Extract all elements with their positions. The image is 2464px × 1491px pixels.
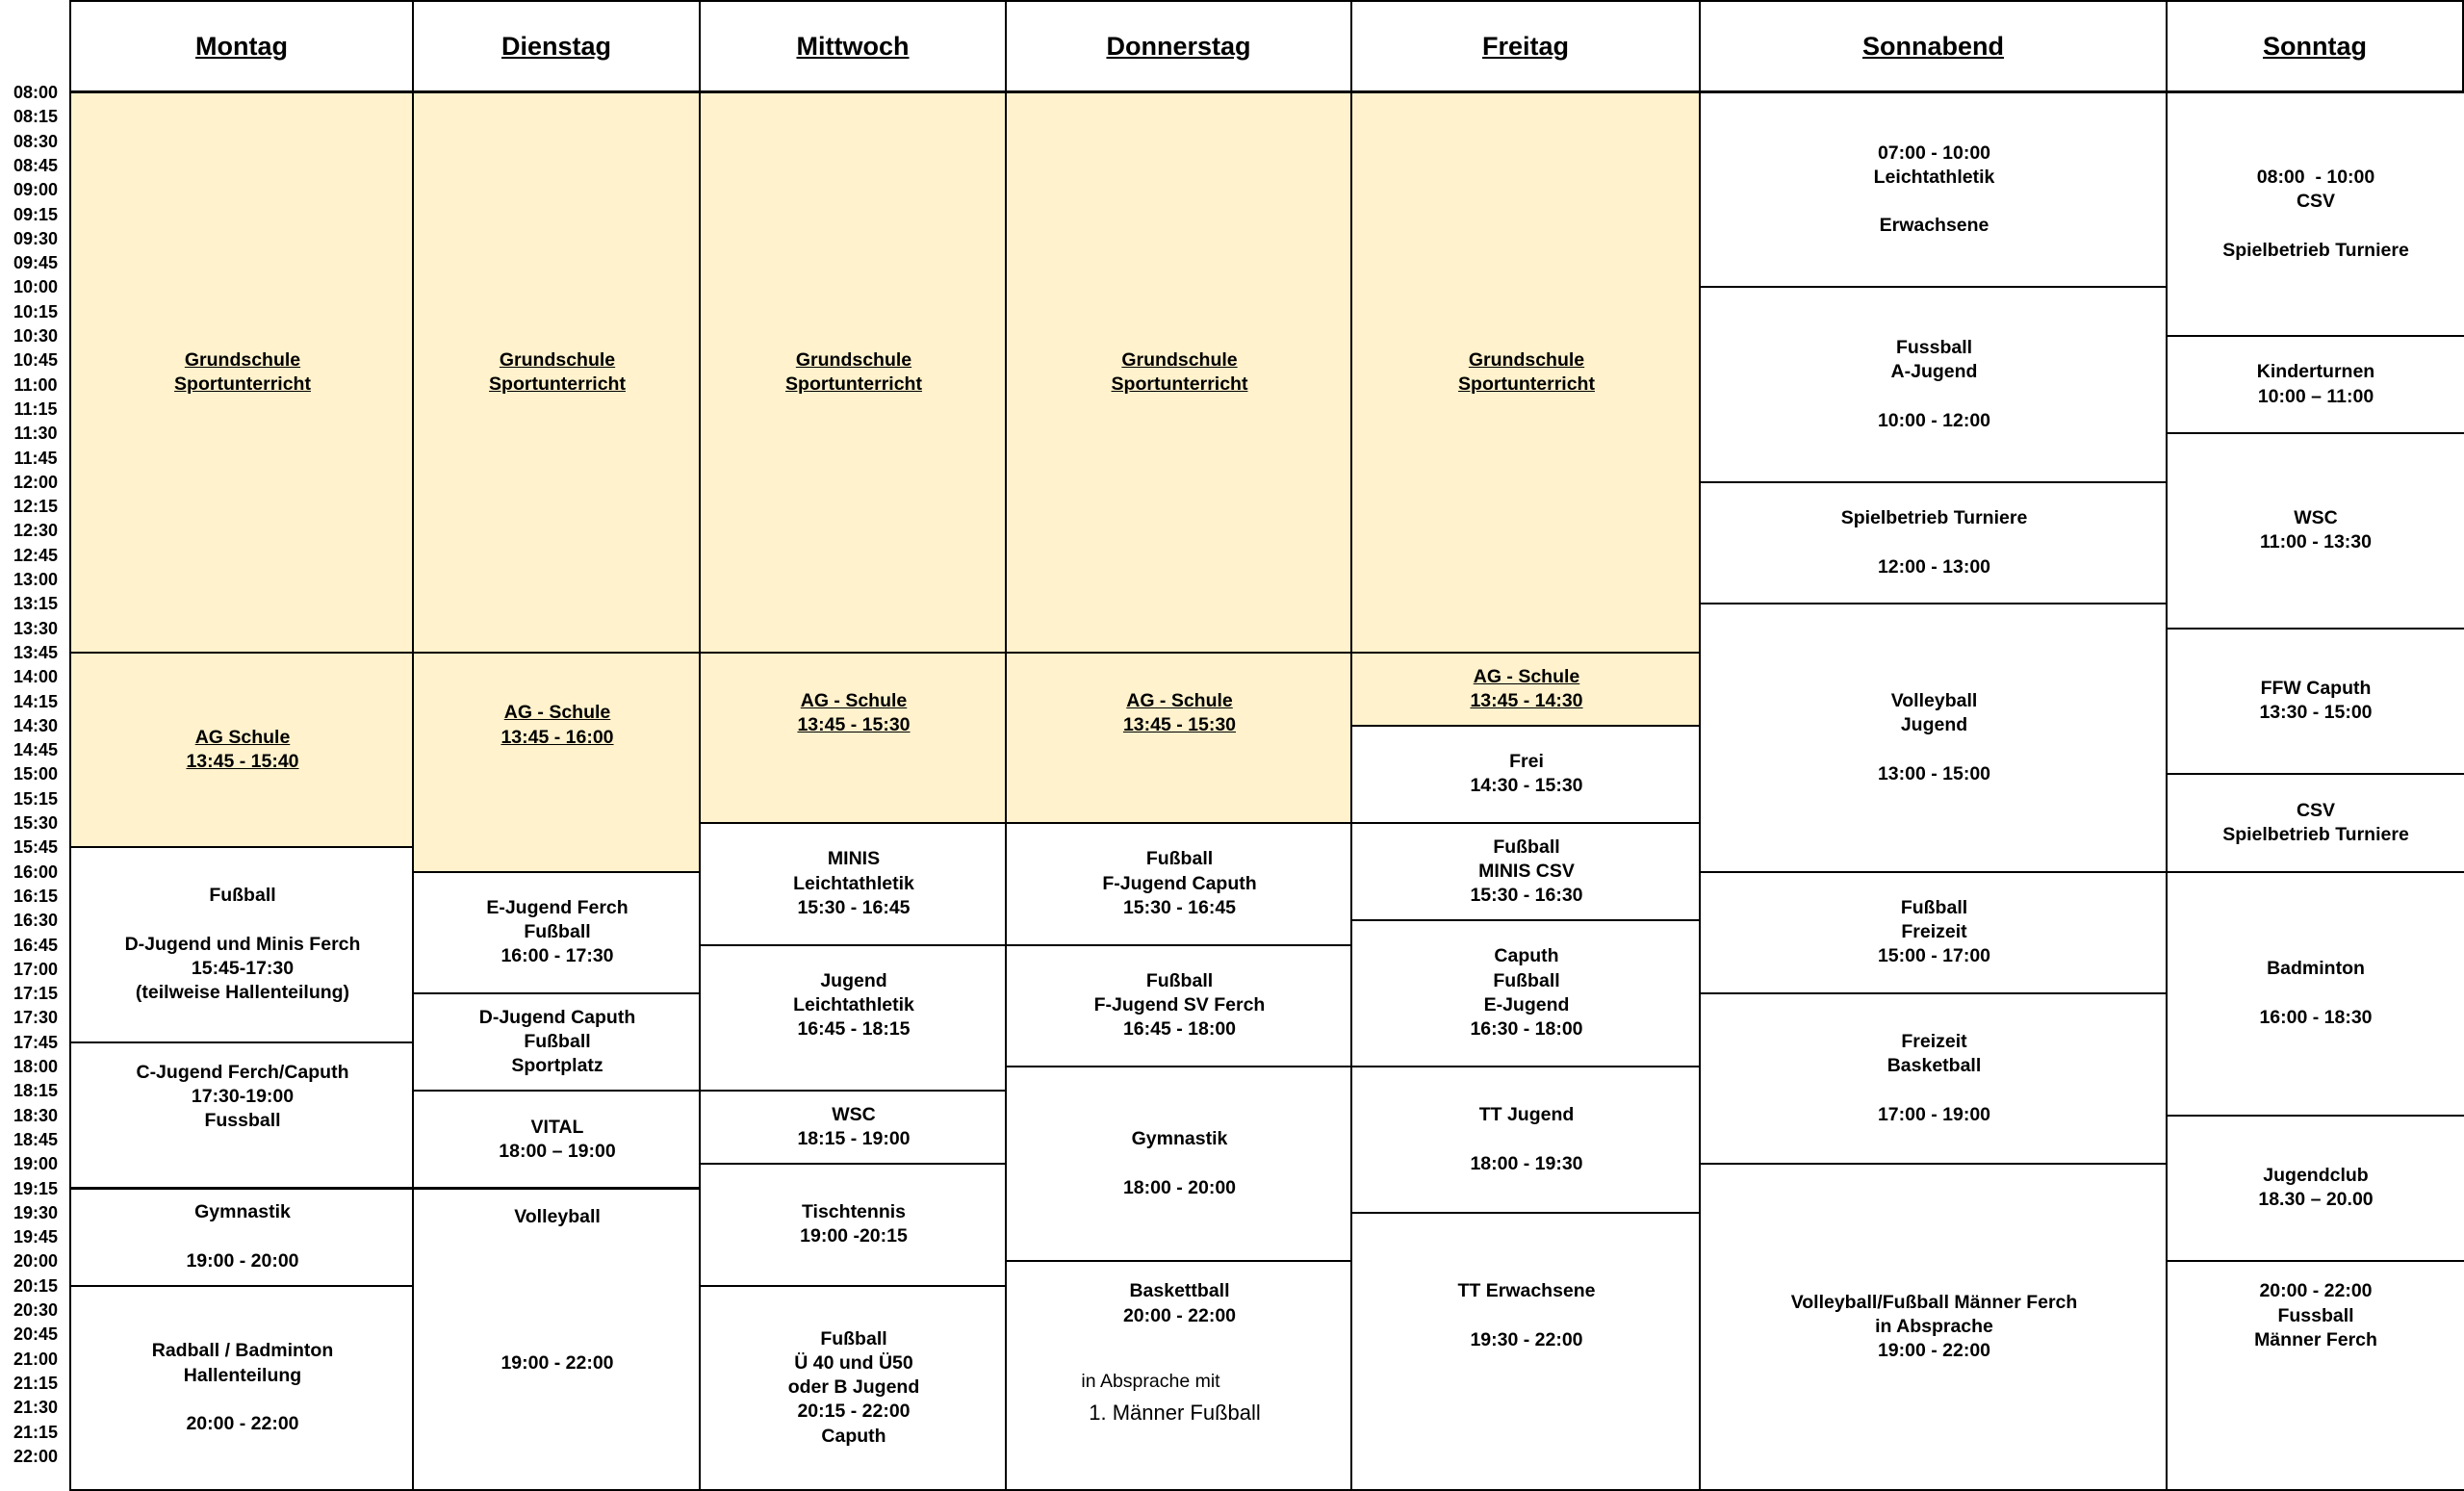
cell-text-line: Badminton: [2267, 957, 2365, 981]
cell-text-line: AG - Schule: [1474, 665, 1580, 689]
time-label: 21:00: [0, 1350, 71, 1369]
cell-text-line: F-Jugend Caputh: [1102, 872, 1256, 896]
schedule-cell: [412, 652, 703, 873]
cell-text-line: Gymnastik: [194, 1200, 291, 1224]
schedule-cell: [412, 91, 703, 654]
cell-text-line: Spielbetrieb Turniere: [2222, 823, 2409, 847]
cell-text-line: AG Schule: [195, 726, 291, 750]
cell-text-line: Frei: [1509, 750, 1544, 774]
schedule-cell: [412, 1090, 703, 1189]
time-label: 18:45: [0, 1130, 71, 1149]
cell-note: [1007, 1370, 1352, 1425]
cell-text-line: 16:00 - 18:30: [2259, 1006, 2372, 1030]
day-header-sonnabend: Sonnabend: [1699, 0, 2168, 92]
schedule-cell: [2166, 871, 2464, 1117]
time-label: 13:15: [0, 594, 71, 613]
cell-text-line: Jugend: [1901, 713, 1967, 737]
time-label: 16:45: [0, 936, 71, 955]
time-label: 22:00: [0, 1447, 71, 1466]
cell-text-line: 17:30-19:00: [192, 1085, 294, 1109]
cell-text-line: FFW Caputh: [2261, 677, 2372, 701]
cell-text-line: C-Jugend Ferch/Caputh: [136, 1061, 348, 1085]
cell-text-line: 13:45 - 15:30: [1123, 713, 1236, 737]
cell-text-line: 13:45 - 15:40: [186, 750, 298, 774]
cell-text-line: Erwachsene: [1880, 214, 1989, 238]
cell-text-line: Volleyball: [1891, 689, 1978, 713]
cell-text-line: Caputh: [821, 1425, 886, 1449]
schedule-cell: [69, 1285, 416, 1491]
cell-text-line: Sportunterricht: [174, 373, 311, 397]
time-label: 11:45: [0, 449, 71, 468]
time-label: 09:45: [0, 253, 71, 272]
cell-text-line: MINIS CSV: [1478, 860, 1575, 884]
time-label: 19:45: [0, 1227, 71, 1247]
cell-text-line: 13:45 - 16:00: [500, 726, 613, 750]
schedule-cell: [699, 1163, 1009, 1287]
cell-text-line: 19:00 - 22:00: [500, 1351, 613, 1375]
day-header-mittwoch: Mittwoch: [699, 0, 1007, 92]
cell-text-line: Fussball: [204, 1109, 280, 1133]
cell-text-line: Gymnastik: [1132, 1127, 1228, 1151]
time-label: 10:15: [0, 302, 71, 321]
time-label: 13:30: [0, 619, 71, 638]
note-line: in Absprache mit: [949, 1370, 1352, 1394]
schedule-cell: [1350, 822, 1703, 921]
cell-text-line: Fußball: [820, 1327, 886, 1351]
time-label: 12:15: [0, 497, 71, 516]
cell-text-line: Fußball: [1146, 847, 1213, 871]
time-label: 12:00: [0, 473, 71, 492]
cell-text-line: 10:00 – 11:00: [2258, 385, 2374, 409]
cell-text-line: 16:45 - 18:00: [1123, 1017, 1236, 1041]
cell-text-line: in Absprache: [1875, 1315, 1993, 1339]
cell-text-line: 17:00 - 19:00: [1878, 1103, 1990, 1127]
time-label: 20:45: [0, 1324, 71, 1344]
cell-text-line: 14:30 - 15:30: [1470, 774, 1582, 798]
cell-text-line: Sportplatz: [511, 1054, 603, 1078]
time-label: 21:30: [0, 1398, 71, 1417]
time-label: 16:15: [0, 887, 71, 906]
schedule-cell: [1005, 91, 1354, 654]
schedule-cell: [1005, 652, 1354, 824]
cell-text-line: TT Jugend: [1479, 1103, 1575, 1127]
cell-text-line: Baskettball: [1129, 1279, 1229, 1303]
time-label: 10:30: [0, 326, 71, 346]
cell-text-line: Grundschule: [1121, 348, 1237, 373]
cell-text-line: E-Jugend: [1484, 993, 1570, 1017]
cell-text-line: Spielbetrieb Turniere: [2222, 239, 2409, 263]
time-label: 16:30: [0, 911, 71, 930]
time-label: 18:15: [0, 1081, 71, 1100]
schedule-cell: [1699, 1163, 2169, 1491]
schedule-cell: [2166, 628, 2464, 776]
schedule-cell: [699, 91, 1009, 654]
cell-text-line: WSC: [2294, 506, 2338, 530]
cell-text-line: Basketball: [1887, 1054, 1982, 1078]
time-label: 11:30: [0, 424, 71, 443]
time-label: 16:00: [0, 862, 71, 882]
cell-text-line: (teilweise Hallenteilung): [136, 981, 349, 1005]
cell-text-line: 15:00 - 17:00: [1878, 944, 1990, 968]
cell-text-line: Fußball: [1146, 969, 1213, 993]
cell-text-line: Fußball: [209, 884, 275, 908]
cell-text-line: Ü 40 und Ü50: [794, 1351, 913, 1375]
cell-text-line: 13:30 - 15:00: [2259, 701, 2372, 725]
day-header-montag: Montag: [69, 0, 414, 92]
time-label: 21:15: [0, 1423, 71, 1442]
day-header-donnerstag: Donnerstag: [1005, 0, 1352, 92]
schedule-cell: [1699, 871, 2169, 995]
cell-text-line: Sportunterricht: [785, 373, 922, 397]
schedule-cell: [2166, 1260, 2464, 1491]
cell-text-line: Männer Ferch: [2254, 1328, 2377, 1352]
cell-text-line: WSC: [832, 1103, 876, 1127]
time-label: 19:30: [0, 1203, 71, 1222]
cell-text-line: Fußball: [524, 920, 590, 944]
time-label: 08:15: [0, 107, 71, 126]
schedule-cell: [412, 992, 703, 1092]
time-label: 08:30: [0, 132, 71, 151]
cell-text-line: Jugendclub: [2263, 1164, 2368, 1188]
schedule-cell: [1350, 1066, 1703, 1214]
cell-text-line: Volleyball: [514, 1205, 601, 1229]
cell-text-line: Grundschule: [185, 348, 300, 373]
cell-text-line: Leichtathletik: [793, 872, 914, 896]
cell-text-line: 20:00 - 22:00: [2259, 1279, 2372, 1303]
cell-text-line: Sportunterricht: [1112, 373, 1248, 397]
cell-text-line: 18:15 - 19:00: [797, 1127, 910, 1151]
cell-text-line: 19:00 - 20:00: [186, 1249, 298, 1273]
cell-text-line: F-Jugend SV Ferch: [1094, 993, 1266, 1017]
schedule-cell: [699, 1090, 1009, 1165]
cell-text-line: 12:00 - 13:00: [1878, 555, 1990, 579]
time-label: 12:30: [0, 521, 71, 540]
cell-text-line: 07:00 - 10:00: [1878, 141, 1990, 166]
cell-text-line: 13:45 - 15:30: [797, 713, 910, 737]
time-label: 09:00: [0, 180, 71, 199]
cell-text-line: Grundschule: [1469, 348, 1584, 373]
schedule-cell: [1699, 481, 2169, 605]
cell-text-line: 18:00 - 20:00: [1123, 1176, 1236, 1200]
time-label: 13:45: [0, 643, 71, 662]
cell-text-line: 15:30 - 16:30: [1470, 884, 1582, 908]
cell-text-line: CSV: [2297, 190, 2335, 214]
cell-text-line: 20:00 - 22:00: [1123, 1304, 1236, 1328]
time-label: 19:15: [0, 1179, 71, 1198]
time-label: 15:45: [0, 837, 71, 857]
schedule-cell: [69, 91, 416, 654]
schedule-cell: [1699, 286, 2169, 482]
cell-text-line: Fussball: [1896, 336, 1972, 360]
cell-text-line: Grundschule: [796, 348, 911, 373]
cell-text-line: Sportunterricht: [489, 373, 626, 397]
cell-text-line: 15:45-17:30: [192, 957, 294, 981]
time-label: 15:30: [0, 813, 71, 833]
day-header-dienstag: Dienstag: [412, 0, 701, 92]
time-label: 08:00: [0, 83, 71, 102]
cell-text-line: 19:30 - 22:00: [1470, 1328, 1582, 1352]
time-label: 14:30: [0, 716, 71, 735]
schedule-cell: [69, 846, 416, 1042]
cell-text-line: Grundschule: [500, 348, 615, 373]
schedule-cell: [1005, 944, 1354, 1068]
time-label: 20:15: [0, 1276, 71, 1296]
schedule-cell: [2166, 335, 2464, 434]
schedule-cell: [1699, 603, 2169, 872]
time-label: 17:30: [0, 1008, 71, 1027]
cell-text-line: Fußball: [1493, 835, 1559, 860]
schedule-cell: [1350, 652, 1703, 727]
cell-text-line: 16:45 - 18:15: [797, 1017, 910, 1041]
schedule-cell: [2166, 773, 2464, 872]
cell-text-line: 20:00 - 22:00: [186, 1412, 298, 1436]
time-label: 18:00: [0, 1057, 71, 1076]
schedule-cell: [1350, 725, 1703, 824]
cell-text-line: 16:30 - 18:00: [1470, 1017, 1582, 1041]
cell-text-line: Leichtathletik: [1874, 166, 1995, 190]
cell-text-line: Freizeit: [1901, 1030, 1966, 1054]
time-label: 13:00: [0, 570, 71, 589]
cell-text-line: Fußball: [524, 1030, 590, 1054]
day-header-sonntag: Sonntag: [2166, 0, 2464, 92]
cell-text-line: E-Jugend Ferch: [486, 896, 628, 920]
schedule-cell: [2166, 1115, 2464, 1263]
schedule-cell: [1699, 992, 2169, 1165]
cell-text-line: Jugend: [820, 969, 886, 993]
cell-text-line: VITAL: [531, 1116, 584, 1140]
cell-text-line: 18:00 - 19:30: [1470, 1152, 1582, 1176]
cell-text-line: Volleyball/Fußball Männer Ferch: [1791, 1291, 2078, 1315]
cell-text-line: 20:15 - 22:00: [797, 1400, 910, 1424]
schedule-cell: [69, 1041, 416, 1190]
schedule-cell: [2166, 91, 2464, 337]
cell-text-line: D-Jugend Caputh: [479, 1006, 635, 1030]
cell-text-line: 13:00 - 15:00: [1878, 762, 1990, 786]
cell-text-line: AG - Schule: [801, 689, 908, 713]
cell-text-line: D-Jugend und Minis Ferch: [125, 933, 361, 957]
day-header-freitag: Freitag: [1350, 0, 1701, 92]
cell-text-line: Hallenteilung: [184, 1364, 301, 1388]
cell-text-line: 18.30 – 20.00: [2258, 1188, 2373, 1212]
schedule-cell: [412, 871, 703, 995]
cell-text-line: Caputh: [1494, 944, 1558, 968]
cell-text-line: A-Jugend: [1891, 360, 1978, 384]
time-label: 17:00: [0, 960, 71, 979]
time-label: 15:00: [0, 764, 71, 784]
time-label: 11:00: [0, 375, 71, 395]
time-label: 09:30: [0, 229, 71, 248]
time-label: 15:15: [0, 789, 71, 809]
cell-text-line: 18:00 – 19:00: [499, 1140, 615, 1164]
cell-text-line: Leichtathletik: [793, 993, 914, 1017]
schedule-cell: [1005, 1260, 1354, 1491]
cell-text-line: Kinderturnen: [2257, 360, 2374, 384]
time-label: 14:15: [0, 692, 71, 711]
schedule-cell: [699, 822, 1009, 946]
schedule-cell: [412, 1188, 703, 1491]
cell-text-line: Spielbetrieb Turniere: [1841, 506, 2028, 530]
cell-text-line: TT Erwachsene: [1457, 1279, 1595, 1303]
time-label: 21:15: [0, 1374, 71, 1393]
time-label: 12:45: [0, 546, 71, 565]
schedule-cell: [1350, 1212, 1703, 1491]
cell-text-line: oder B Jugend: [788, 1375, 920, 1400]
time-label: 18:30: [0, 1106, 71, 1125]
time-label: 10:00: [0, 277, 71, 296]
cell-text-line: 16:00 - 17:30: [500, 944, 613, 968]
schedule-cell: [69, 652, 416, 848]
time-label: 20:30: [0, 1300, 71, 1320]
schedule-cell: [1005, 1066, 1354, 1262]
schedule-cell: [69, 1188, 416, 1287]
cell-text-line: AG - Schule: [1126, 689, 1233, 713]
time-label: 08:45: [0, 156, 71, 175]
schedule-cell: [1005, 822, 1354, 946]
cell-text-line: 08:00 - 10:00: [2257, 166, 2375, 190]
time-label: 11:15: [0, 399, 71, 419]
time-label: 10:45: [0, 350, 71, 370]
cell-text-line: 13:45 - 14:30: [1470, 689, 1582, 713]
time-label: 14:45: [0, 740, 71, 759]
cell-text-line: Radball / Badminton: [152, 1339, 334, 1363]
cell-text-line: CSV: [2297, 799, 2335, 823]
schedule-cell: [1350, 91, 1703, 654]
cell-text-line: Fußball: [1901, 896, 1967, 920]
schedule-cell: [699, 652, 1009, 824]
cell-text-line: 11:00 - 13:30: [2260, 530, 2372, 554]
time-label: 14:00: [0, 667, 71, 686]
time-label: 17:45: [0, 1033, 71, 1052]
cell-text-line: Freizeit: [1901, 920, 1966, 944]
schedule-cell: [2166, 432, 2464, 629]
cell-text-line: Tischtennis: [802, 1200, 906, 1224]
note-line: 1. Männer Fußball: [997, 1401, 1352, 1425]
cell-text-line: 15:30 - 16:45: [1123, 896, 1236, 920]
schedule-cell: [1699, 91, 2169, 288]
cell-text-line: Sportunterricht: [1458, 373, 1595, 397]
cell-text-line: 19:00 - 22:00: [1878, 1339, 1990, 1363]
time-label: 09:15: [0, 205, 71, 224]
cell-text-line: 10:00 - 12:00: [1878, 409, 1990, 433]
time-label: 19:00: [0, 1154, 71, 1173]
cell-text-line: Fussball: [2277, 1304, 2353, 1328]
schedule-cell: [699, 944, 1009, 1093]
cell-text-line: MINIS: [828, 847, 880, 871]
cell-text-line: AG - Schule: [504, 701, 611, 725]
time-label: 17:15: [0, 984, 71, 1003]
schedule-cell: [1350, 919, 1703, 1067]
time-label: 20:00: [0, 1251, 71, 1271]
cell-text-line: 15:30 - 16:45: [797, 896, 910, 920]
cell-text-line: Fußball: [1493, 969, 1559, 993]
cell-text-line: 19:00 -20:15: [800, 1224, 908, 1248]
